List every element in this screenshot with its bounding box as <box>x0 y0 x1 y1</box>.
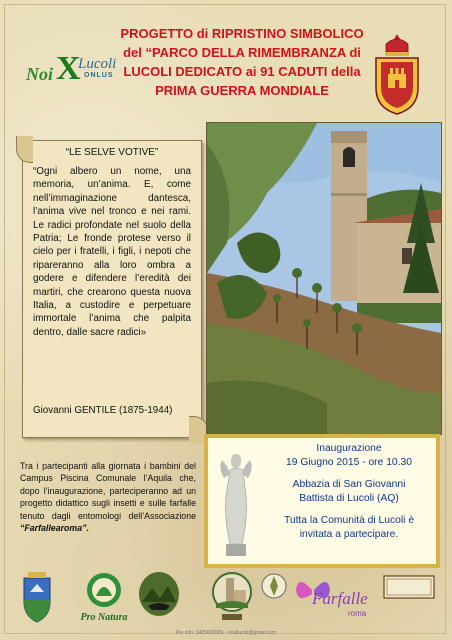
quote-author: Giovanni GENTILE (1875-1944) <box>33 405 173 416</box>
info-place-1: Abbazia di San Giovanni <box>292 479 406 490</box>
participants-paragraph <box>20 460 196 534</box>
stamp-logo <box>382 570 436 606</box>
noixlucoli-logo <box>26 44 118 94</box>
title-line-4: PRIMA GUERRA MONDIALE <box>155 83 329 98</box>
church-badge-logo <box>212 570 252 624</box>
association-name: “Farfallearoma”. <box>20 523 89 534</box>
roma-label: roma <box>348 609 367 618</box>
pro-natura-label: Pro Natura <box>80 612 128 623</box>
farfalle-roma-logo <box>292 570 374 624</box>
info-date: 19 Giugno 2015 - ore 10.30 <box>286 456 412 468</box>
info-invite-2: invitata a partecipare. <box>299 528 399 540</box>
park-logo <box>138 570 180 620</box>
title-line-1: PROGETTO di RIPRISTINO SIMBOLICO <box>120 26 364 41</box>
event-info-box <box>204 434 440 568</box>
association-small-logo <box>260 570 288 610</box>
title-line-3: LUCOLI DEDICATO ai 91 CADUTI della <box>123 64 361 79</box>
info-place-2: Battista di Lucoli (AQ) <box>299 492 399 504</box>
participants-text: Tra i partecipanti alla giornata i bambini del Campus Piscina Comunale l’Aquila che, dopo l’inaugurazione, parteciperanno ad un progetto didattico sugli insetti e sulle farfalle tenuto dagli entomologi dell’Associazione <box>20 461 196 521</box>
farfalle-label: Farfalle <box>312 589 368 608</box>
logo-x: X <box>56 50 81 87</box>
lucoli-crest-icon <box>368 30 426 116</box>
abbey-photo <box>206 122 442 435</box>
logo-noi: Noi <box>26 64 53 84</box>
sponsor-logos <box>12 570 442 626</box>
event-info-text <box>262 442 436 541</box>
logo-lucoli: Lucoli <box>78 56 117 72</box>
pro-natura-logo <box>80 570 128 624</box>
statue-icon <box>216 448 256 564</box>
quote-text: “Ogni albero un nome, una memoria, un’anima. E, come nell’immaginazione dantesca, l’anima vive nel tronco e nei rami. Le radici profondate nel suolo della Patria; Le fronde protese verso il cielo per i fratelli, i figli, i nepoti che ripareranno alla loro ombra a godere e difendere l’eredità dei martiri, che crearono questa nuova Italia, a custodire e perpetuare immortale l’anima che palpita dentro, dalle sacre radici» <box>33 166 191 338</box>
title-line-2: del “PARCO DELLA RIMEMBRANZA di <box>123 45 361 60</box>
quote-heading: “LE SELVE VOTIVE” <box>65 147 159 158</box>
logo-onlus: ONLUS <box>84 72 114 79</box>
quote-scroll <box>22 140 202 438</box>
page-title <box>118 24 366 100</box>
municipality-crest-icon <box>20 570 54 624</box>
info-invite-1: Tutta la Comunità di Lucoli è <box>283 515 415 526</box>
info-inaugurazione: Inaugurazione <box>316 443 382 454</box>
footer-contact: Per info: 3485666586 - noixlucoli@gmail.com <box>175 630 277 636</box>
